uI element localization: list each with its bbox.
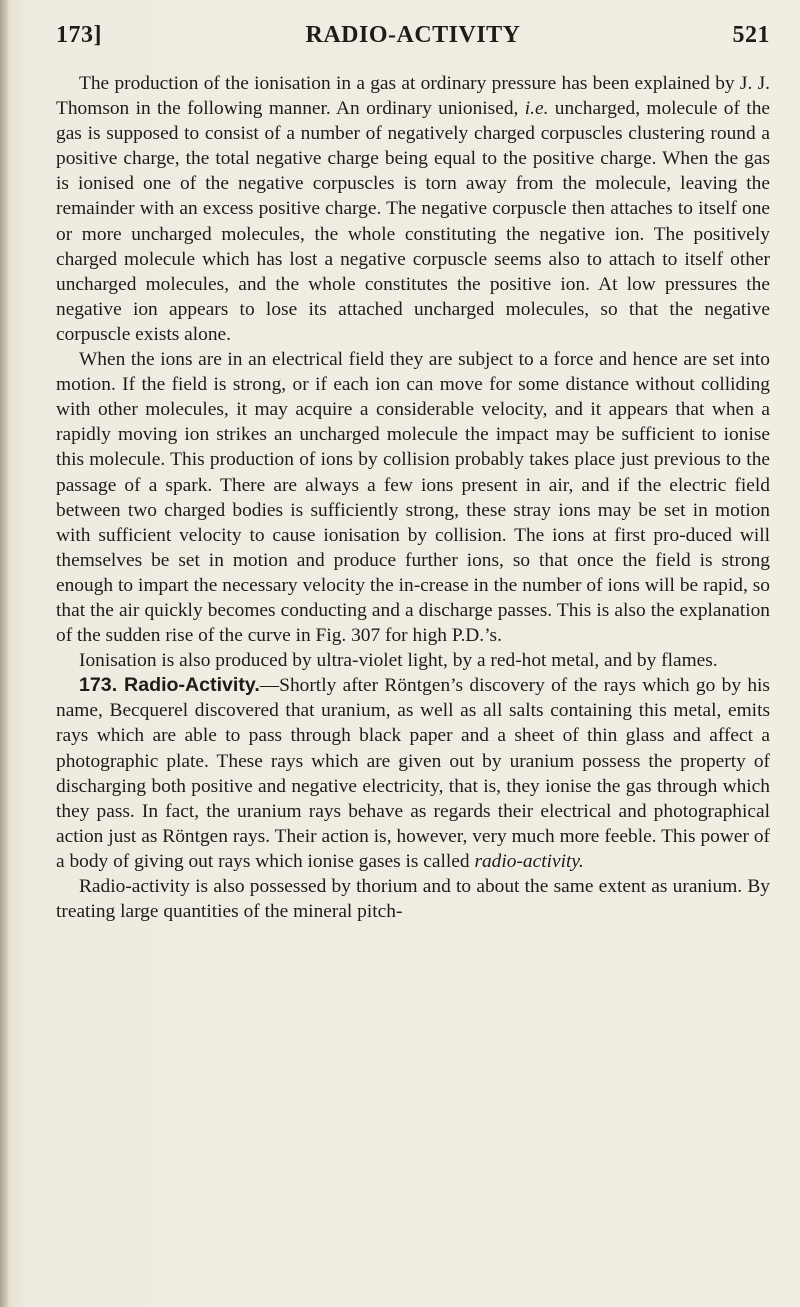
- running-header: [56, 22, 770, 56]
- paragraph-thorium: Radio-activity is also possessed by thorium and to about the same extent as uranium. By treating large quantities of the mineral pitch-: [56, 876, 770, 923]
- section-reference: 173]: [56, 22, 102, 48]
- running-title: RADIO-ACTIVITY: [305, 22, 521, 48]
- paragraph-thomson-ionisation: [56, 71, 770, 347]
- paragraph-ionisation-by-collision: When the ions are in an electrical field they are subject to a force and hence are set into motion. If the field is strong, or if each ion can move for some distance without colliding with other molecules, it may acquire a considerable velocity, and it appears that when a rapidly moving ion strikes an uncharged molecule the impact may be sufficient to ionise this molecule. This production of ions by collision probably takes place just previous to the passage of a spark. There are always a few ions present in air, and if the electric field between two charged bodies is sufficiently strong, these stray ions may be set in motion with sufficient velocity to cause ionisation by collision. The ions at first pro-duced will themselves be set in motion and produce further ions, so that once the field is strong enough to impart the necessary velocity the in-crease in the number of ions will be rapid, so that the air quickly becomes conducting and a discharge passes. This is also the explanation of the sudden rise of the curve in Fig. 307 for high P.D.’s.: [56, 349, 770, 647]
- page-number: 521: [732, 22, 770, 48]
- binding-shadow: [0, 0, 8, 1307]
- paragraph-text: The production of the ionisation in a gas at ordinary pressure has been explained by J. J. Thomson in the following manner. An ordinary unionised,: [56, 73, 770, 120]
- paragraph-text: uncharged, molecule of the gas is supposed to consist of a number of negatively charged corpuscles clustering round a positive charge, the total negative charge being equal to the positive charge. When the gas is ionised one of the negative corpuscles is torn away from the molecule, leaving the remainder with an excess positive charge. The negative corpuscle then attaches to itself one or more uncharged molecules, the whole constituting the negative ion. The positively charged molecule which has lost a negative corpuscle seems also to attach to itself other uncharged molecules, and the whole constitutes the positive ion. At low pressures the negative ion appears to lose its attached uncharged molecules, so that the negative corpuscle exists alone.: [56, 98, 770, 345]
- body-text: [56, 71, 770, 924]
- paragraph-other-ionisation-sources: Ionisation is also produced by ultra-violet light, by a red-hot metal, and by flames.: [79, 650, 718, 672]
- italic-text: i.e.: [524, 98, 549, 120]
- paragraph-text: —Shortly after Röntgen’s discovery of the rays which go by his name, Becquerel discovered that uranium, as well as all salts containing this metal, emits rays which are able to pass through black paper and a sheet of thin glass and affect a photographic plate. These rays which are given out by uranium possess the property of discharging both positive and negative electricity, that is, they ionise the gas through which they pass. In fact, the uranium rays behave as regards their electrical and photographical action just as Röntgen rays. Their action is, however, very much more feeble. This power of a body of giving out rays which ionise gases is called: [56, 675, 770, 872]
- paragraph-radio-activity: [56, 673, 770, 874]
- section-heading: 173. Radio-Activity.: [79, 674, 260, 697]
- italic-term: radio-activity.: [474, 850, 584, 872]
